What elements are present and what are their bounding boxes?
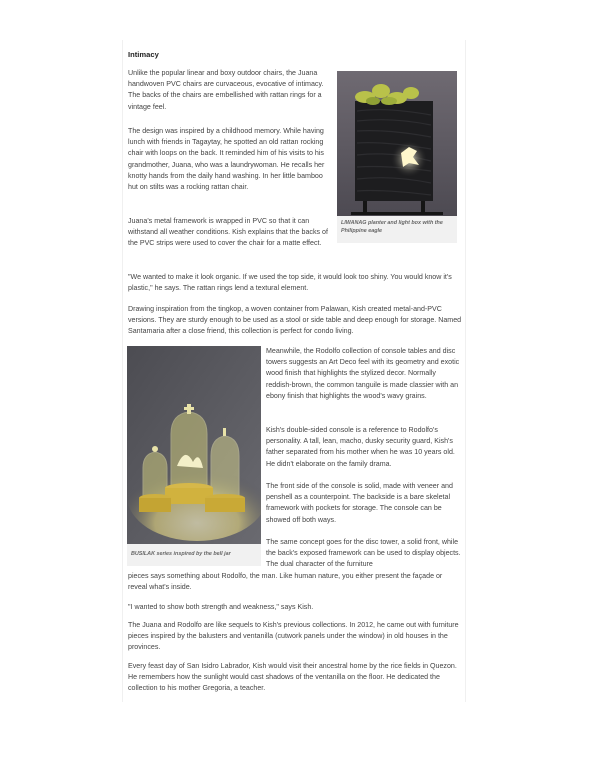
paragraph-6: Meanwhile, the Rodolfo collection of console tables and disc towers suggests an Art Deco feel with its geometry and exotic wood finish that highlights the stylized decor. Normally reddish-brown, the common tanguile is made classier with an ebony finish that highlights the wood's wavy grains. <box>266 347 460 400</box>
paragraph-12: Every feast day of San Isidro Labrador, Kish would visit their ancestral home by the rice fields in Quezon. He remembers how the sunlight would cast shadows of the ventanilla on the floor. He dedicated the collection to his mother Gregoria, a teacher. <box>128 662 457 693</box>
paragraph-9-bottom: pieces says something about Rodolfo, the man. Like human nature, you either present the façade or reveal what's inside. <box>128 572 443 592</box>
paragraph-10: "I wanted to show both strength and weakness," says Kish. <box>128 603 314 611</box>
liwanag-caption: LIWANAG planter and light box with the Philippine eagle <box>341 220 443 234</box>
section-heading: Intimacy <box>128 50 159 59</box>
busilak-photo <box>127 346 261 544</box>
paragraph-5: Drawing inspiration from the tingkop, a woven container from Palawan, Kish created metal-and-PVC versions. They are sturdy enough to be used as a stool or side table and deep enough for storage. Named Santamaria after a close friend, this collection is perfect for condo living. <box>128 305 462 336</box>
paragraph-1: Unlike the popular linear and boxy outdoor chairs, the Juana handwoven PVC chairs are curvaceous, evocative of intimacy. The backs of the chairs are embellished with rattan rings for a vintage feel. <box>128 69 324 111</box>
paragraph-9-top: The same concept goes for the disc tower, a solid front, while the back's exposed framework can be used to display objects. The dual character of the furniture <box>266 538 461 569</box>
liwanag-figure <box>337 71 457 243</box>
paragraph-8: The front side of the console is solid, made with veneer and penshell as a counterpoint. The backside is a bare skeletal framework with pockets for storage. The console can be showed off both ways. <box>266 482 453 524</box>
liwanag-photo <box>337 71 457 216</box>
busilak-figure <box>127 346 261 566</box>
paragraph-2: The design was inspired by a childhood memory. While having lunch with friends in Tagaytay, he spotted an old rattan rocking chair with loops on the back. It reminded him of his visits to his grandmother, Juana, who was a laundrywoman. He recalls her knotty hands from the daily hand washing. In her little bamboo hut on stilts was a rocking rattan chair. <box>128 127 325 192</box>
paragraph-3: Juana's metal framework is wrapped in PVC so that it can withstand all weather conditions. Kish explains that the backs of the PVC strips were used to cover the chair for a matte effect. <box>128 217 328 248</box>
paragraph-4: "We wanted to make it look organic. If we used the top side, it would look too shiny. You would know it's plastic," he says. The rattan rings lend a textural element. <box>128 273 452 293</box>
busilak-caption: BUSILAK series inspired by the bell jar <box>131 551 231 557</box>
paragraph-7: Kish's double-sided console is a reference to Rodolfo's personality. A tall, lean, macho, dusky security guard, Kish's father separated from his mother when he was 10 years old. He didn't elaborate on the family drama. <box>266 426 455 468</box>
paragraph-11: The Juana and Rodolfo are like sequels to Kish's previous collections. In 2012, he came out with furniture pieces inspired by the balusters and ventanilla (cutwork panels under the window) in old houses in the provinces. <box>128 621 459 652</box>
